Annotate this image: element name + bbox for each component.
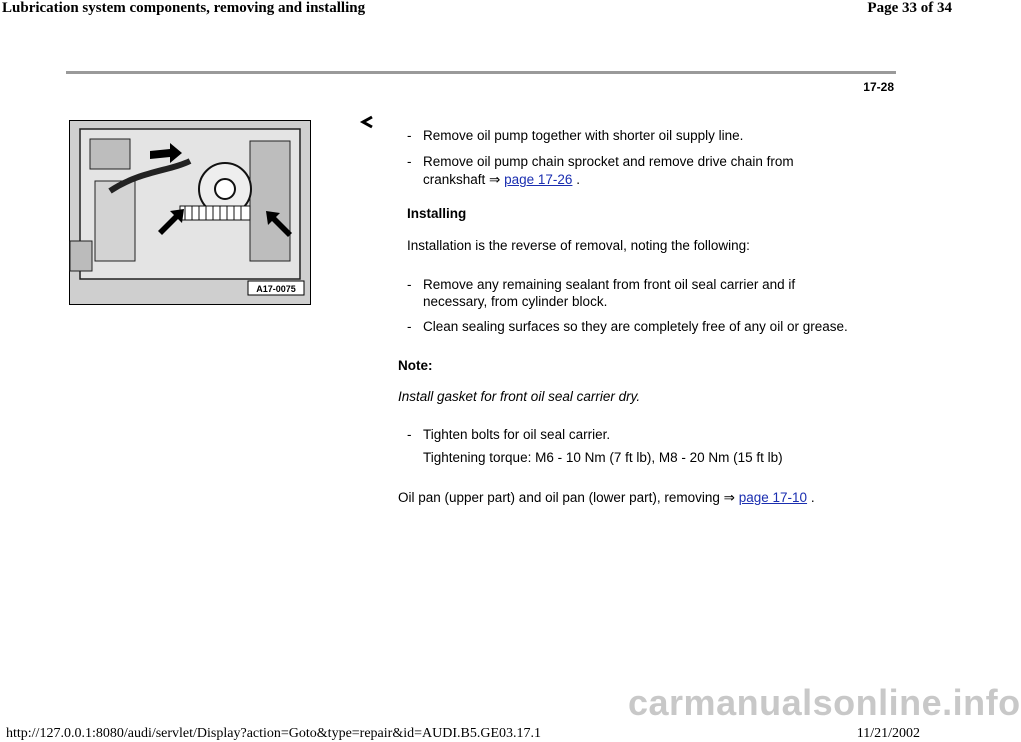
footer-url: http://127.0.0.1:8080/audi/servlet/Display?action=Goto&type=repair&id=AUDI.B5.GE03.17.1	[6, 726, 541, 741]
watermark: carmanualsonline.info	[628, 682, 1021, 723]
note-label: Note:	[398, 358, 433, 373]
step-text: Tighten bolts for oil seal carrier.	[423, 427, 611, 442]
footer-date: 11/21/2002	[856, 726, 920, 741]
dash: -	[407, 427, 412, 442]
reference-arrow-icon: ⇒	[489, 172, 501, 187]
figure-pointer-icon	[360, 114, 376, 130]
oil-pan-text: Oil pan (upper part) and oil pan (lower part), removing	[398, 490, 720, 505]
reference-arrow-icon: ⇒	[723, 490, 735, 505]
dash: -	[407, 277, 412, 292]
header-divider	[66, 71, 896, 74]
engine-illustration	[69, 120, 311, 305]
engine-drawing	[70, 121, 310, 304]
link-page-17-10[interactable]: page 17-10	[738, 490, 808, 505]
link-page-17-26[interactable]: page 17-26	[504, 172, 573, 187]
step-text: Clean sealing surfaces so they are completely free of any oil or grease.	[423, 319, 848, 334]
step-text-line2: necessary, from cylinder block.	[423, 294, 608, 309]
note-text: Install gasket for front oil seal carrier dry.	[398, 389, 641, 404]
dash: -	[407, 154, 412, 169]
tail: .	[807, 490, 815, 505]
figure-label: A17-0075	[256, 284, 296, 294]
oil-pan-reference	[398, 489, 815, 506]
step-text: Remove oil pump together with shorter oil supply line.	[423, 128, 744, 143]
step-text-line1: Remove any remaining sealant from front oil seal carrier and if	[423, 277, 796, 292]
section-page-number: 17-28	[863, 80, 894, 94]
page-of-indicator: Page 33 of 34	[867, 0, 952, 16]
installing-heading: Installing	[407, 206, 467, 221]
step-text-line2: crankshaft	[423, 172, 486, 187]
step-text-line1: Remove oil pump chain sprocket and remove drive chain from	[423, 154, 794, 169]
document-title: Lubrication system components, removing and installing	[2, 0, 366, 16]
tightening-torque: Tightening torque: M6 - 10 Nm (7 ft lb), M8 - 20 Nm (15 ft lb)	[423, 450, 783, 465]
dash: -	[407, 128, 412, 143]
dash: -	[407, 319, 412, 334]
tail: .	[572, 172, 580, 187]
installing-intro: Installation is the reverse of removal, noting the following:	[407, 238, 750, 253]
